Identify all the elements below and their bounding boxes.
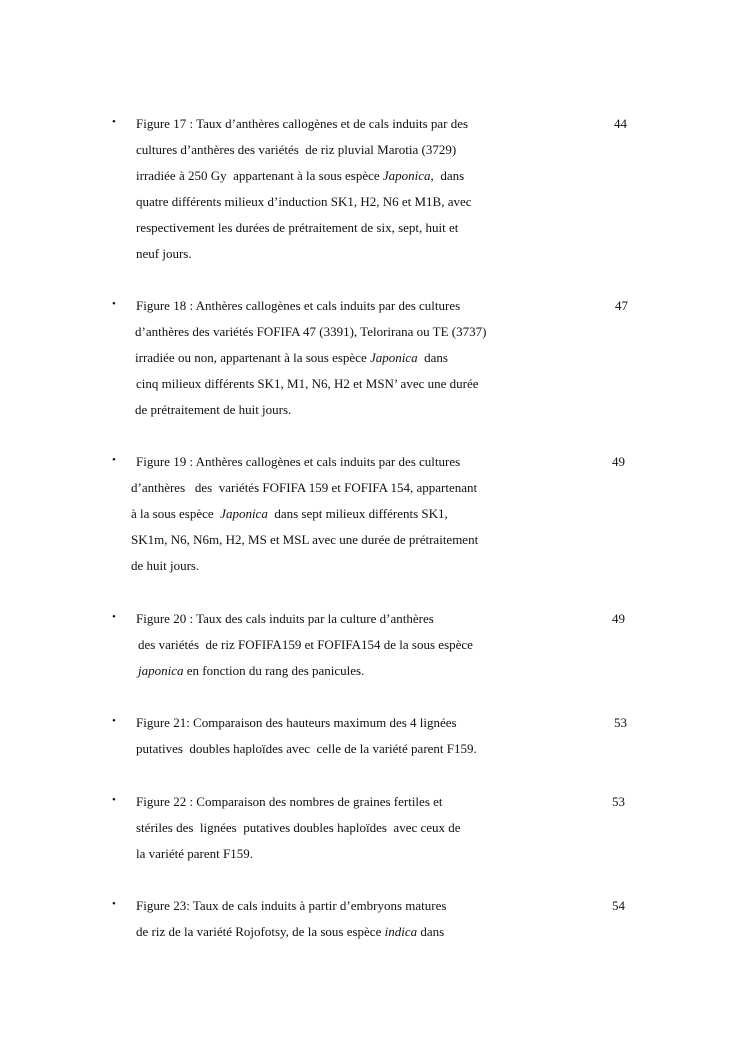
caption-text: dans xyxy=(433,168,465,183)
caption-text: dans sept milieux différents SK1, xyxy=(267,506,448,521)
figure-caption-line: cultures d’anthères des variétés de riz pluvial Marotia (3729) xyxy=(136,142,457,157)
figure-caption-line: Figure 20 : Taux des cals induits par la culture d’anthères xyxy=(136,611,434,626)
caption-text: en fonction du rang des panicules. xyxy=(183,663,365,678)
caption-text: à la sous espèce xyxy=(131,506,221,521)
figure-caption-line xyxy=(136,168,464,184)
figure-caption-line xyxy=(135,350,448,366)
italic-term: Japonica xyxy=(369,350,418,365)
figure-caption-line: de huit jours. xyxy=(131,558,200,573)
figure-caption-line: Figure 23: Taux de cals induits à partir d’embryons matures xyxy=(136,898,447,913)
page-number: 44 xyxy=(614,116,627,131)
figure-caption-line xyxy=(136,924,444,940)
bullet-icon: • xyxy=(112,298,116,310)
page-number: 54 xyxy=(612,898,625,913)
figure-caption-line: de prétraitement de huit jours. xyxy=(135,402,292,417)
page-number: 47 xyxy=(615,298,628,313)
italic-term: indica xyxy=(384,924,418,939)
figure-caption-line: stériles des lignées putatives doubles haploïdes avec ceux de xyxy=(136,820,461,835)
page-number: 49 xyxy=(612,611,625,626)
figure-caption-line: Figure 17 : Taux d’anthères callogènes et de cals induits par des xyxy=(136,116,469,131)
figure-caption-line: Figure 18 : Anthères callogènes et cals induits par des cultures xyxy=(136,298,461,313)
figure-caption-line: d’anthères des variétés FOFIFA 159 et FOFIFA 154, appartenant xyxy=(131,480,478,495)
page-number: 49 xyxy=(612,454,625,469)
bullet-icon: • xyxy=(112,794,116,806)
figure-caption-line xyxy=(138,663,364,679)
figure-caption-line: putatives doubles haploïdes avec celle de la variété parent F159. xyxy=(136,741,477,756)
caption-text: de riz de la variété Rojofotsy, de la sous espèce xyxy=(136,924,385,939)
italic-term: Japonica xyxy=(220,506,268,521)
figure-caption-line: SK1m, N6, N6m, H2, MS et MSL avec une durée de prétraitement xyxy=(131,532,479,547)
page-number: 53 xyxy=(614,715,627,730)
bullet-icon: • xyxy=(112,715,116,727)
figure-caption-line: cinq milieux différents SK1, M1, N6, H2 et MSN’ avec une durée xyxy=(136,376,479,391)
caption-text: dans xyxy=(417,924,445,939)
figure-caption-line: la variété parent F159. xyxy=(136,846,253,861)
figure-caption-line: Figure 22 : Comparaison des nombres de graines fertiles et xyxy=(136,794,443,809)
figure-caption-line: d’anthères des variétés FOFIFA 47 (3391), Telorirana ou TE (3737) xyxy=(135,324,487,339)
bullet-icon: • xyxy=(112,454,116,466)
italic-term: Japonica, xyxy=(382,168,434,183)
italic-term: japonica xyxy=(138,663,184,678)
figure-caption-line: respectivement les durées de prétraitement de six, sept, huit et xyxy=(136,220,459,235)
caption-text: irradiée ou non, appartenant à la sous espèce xyxy=(135,350,370,365)
figure-caption-line: Figure 19 : Anthères callogènes et cals induits par des cultures xyxy=(136,454,461,469)
figure-caption-line: des variétés de riz FOFIFA159 et FOFIFA154 de la sous espèce xyxy=(138,637,473,652)
bullet-icon: • xyxy=(112,898,116,910)
figure-caption-line xyxy=(131,506,448,522)
page-number: 53 xyxy=(612,794,625,809)
figure-caption-line: neuf jours. xyxy=(136,246,192,261)
figure-caption-line: quatre différents milieux d’induction SK1, H2, N6 et M1B, avec xyxy=(136,194,472,209)
bullet-icon: • xyxy=(112,611,116,623)
caption-text: irradiée à 250 Gy appartenant à la sous espèce xyxy=(136,168,383,183)
caption-text: dans xyxy=(417,350,448,365)
bullet-icon: • xyxy=(112,116,116,128)
figure-caption-line: Figure 21: Comparaison des hauteurs maximum des 4 lignées xyxy=(136,715,457,730)
